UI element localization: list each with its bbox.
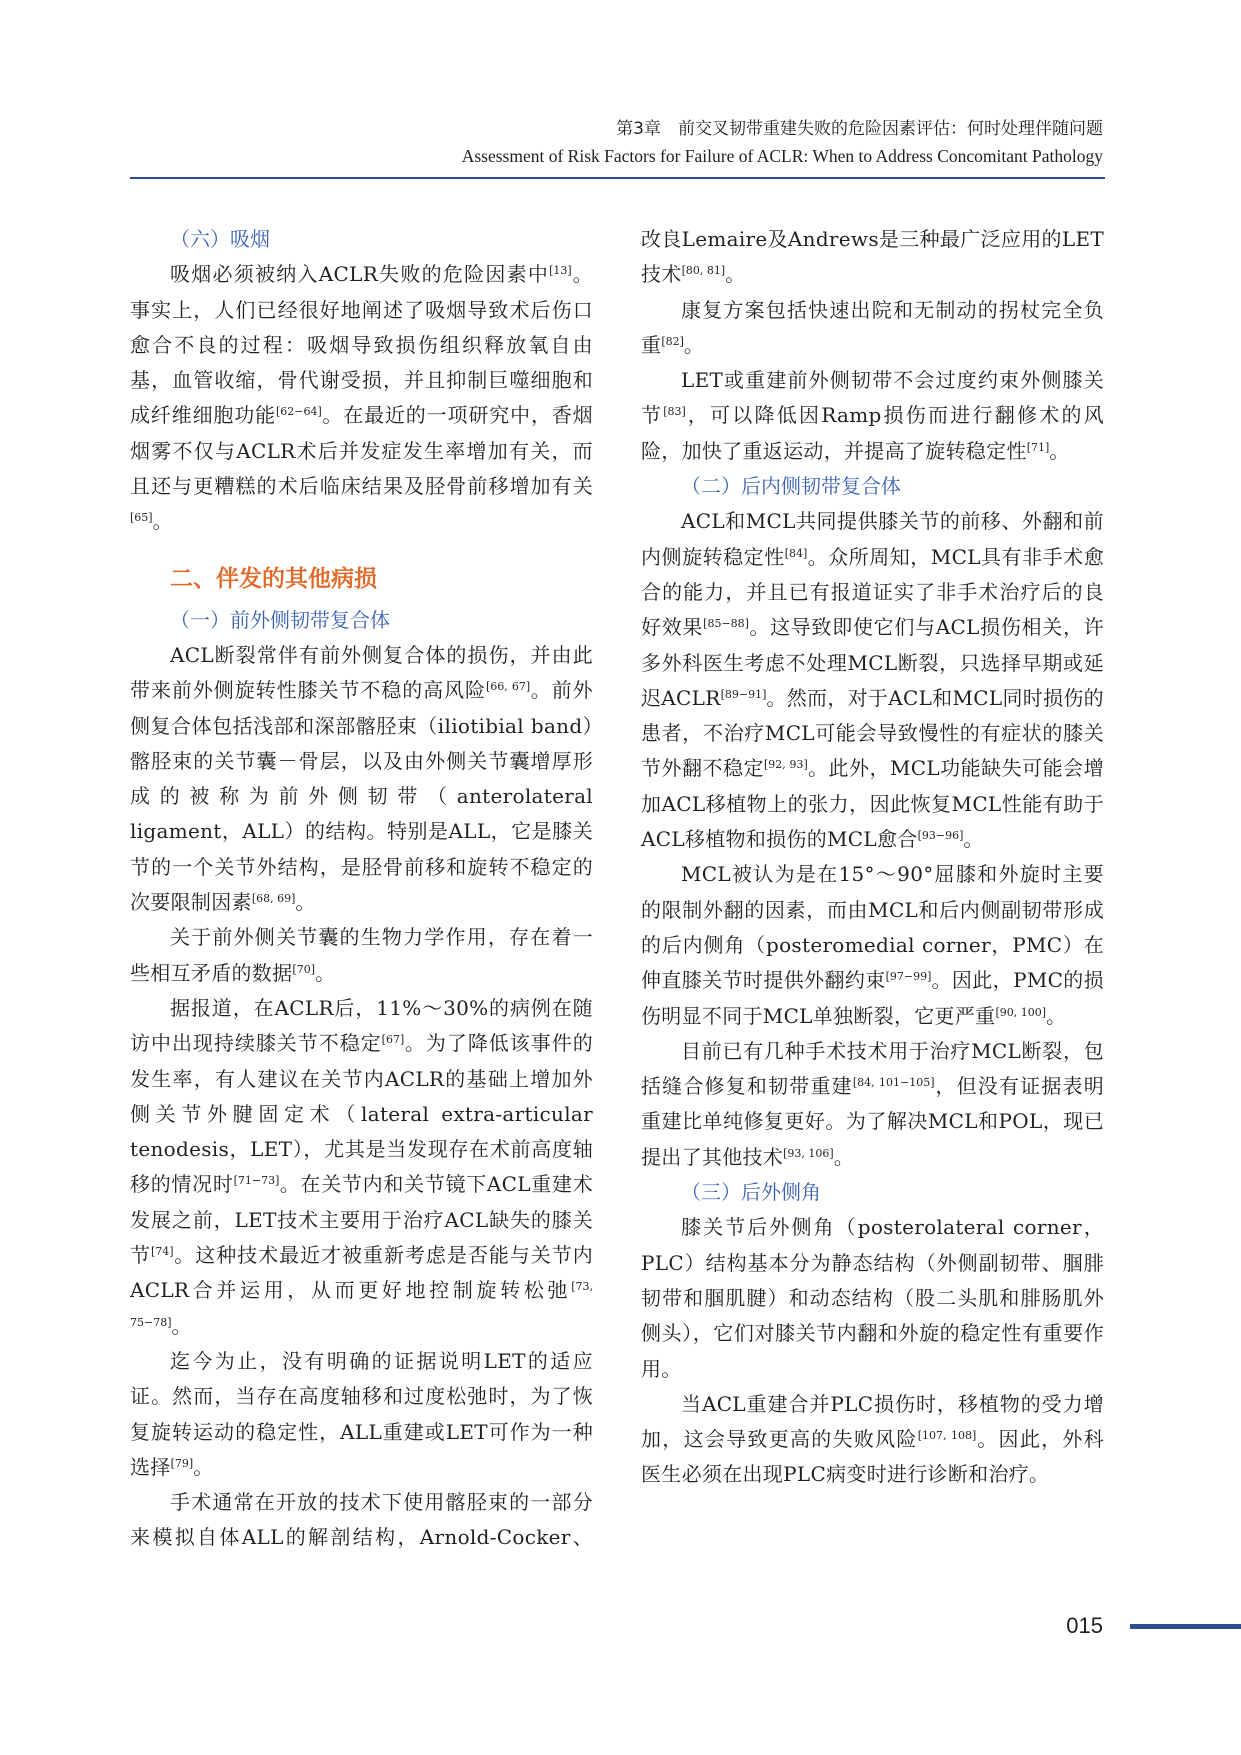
citation: [84, 101−105] (852, 1075, 935, 1089)
citation: [107, 108] (917, 1428, 977, 1442)
citation: [71−73] (233, 1174, 280, 1188)
paragraph-rehabilitation: 康复方案包括快速出院和无制动的拐杖完全负重[82]。 (641, 297, 1104, 357)
citation: [79] (170, 1456, 194, 1470)
paragraph-anterolateral-1: ACL断裂常伴有前外侧复合体的损伤，并由此带来前外侧旋转性膝关节不稳的高风险[66, 67]。前外侧复合体包括浅部和深部髂胫束（iliotibial band）髂胫束的关节囊－骨层，以及由外侧关节囊增厚形成的被称为前外侧韧带（anterolateral ligament，ALL）的结构。特别是ALL，它是膝关节的一个关节外结构，是胫骨前移和旋转不稳定的次要限制因素[68, 69]。 (130, 642, 593, 915)
citation: [67] (381, 1033, 405, 1047)
paragraph-anterolateral-5-start: 手术通常在开放的技术下使用髂胫束的一部分来模拟自体ALL的解剖结构，Arnold-Cocker、 (130, 1490, 593, 1550)
section-heading-concomitant-lesions: 二、伴发的其他病损 (170, 565, 377, 592)
citation: [85−88] (703, 617, 749, 631)
citation: [68, 69] (251, 891, 296, 905)
citation: [93, 106] (783, 1146, 834, 1160)
paragraph-posteromedial-3: 目前已有几种手术技术用于治疗MCL断裂，包括缝合修复和韧带重建[84, 101−105]，但没有证据表明重建比单纯修复更好。为了解决MCL和POL，现已提出了其他技术[93, 106]。 (641, 1038, 1105, 1169)
right-column (641, 222, 1104, 1493)
subheading-anterolateral-complex: （一）前外侧韧带复合体 (170, 607, 390, 632)
page-number: 015 (1066, 1613, 1103, 1638)
citation: [80, 81] (681, 264, 726, 278)
paragraph-smoking: 吸烟必须被纳入ACLR失败的危险因素中[13]。事实上，人们已经很好地阐述了吸烟导致术后伤口愈合不良的过程：吸烟导致损伤组织释放氧自由基，血管收缩，骨代谢受损，并且抑制巨噬细胞和成纤维细胞功能[62−64]。在最近的一项研究中，香烟烟雾不仅与ACLR术后并发症发生率增加有关，而且还与更糟糕的术后临床结果及胫骨前移增加有关[65]。 (130, 262, 593, 534)
paragraph-posteromedial-2: MCL被认为是在15°～90°屈膝和外旋时主要的限制外翻的因素，而由MCL和后内侧副韧带形成的后内侧角（posteromedial corner，PMC）在伸直膝关节时提供外翻约束[97−99]。因此，PMC的损伤明显不同于MCL单独断裂，它更严重[90, 100]。 (641, 862, 1104, 1028)
citation: [92, 93] (764, 758, 808, 772)
citation: [74] (150, 1244, 174, 1258)
paragraph-posterolateral-2: 当ACL重建合并PLC损伤时，移植物的受力增加，这会导致更高的失败风险[107, 108]。因此，外科医生必须在出现PLC病变时进行诊断和治疗。 (641, 1391, 1104, 1487)
citation: [71] (1026, 440, 1050, 454)
running-header-english: Assessment of Risk Factors for Failure of ACLR: When to Address Concomitant Pathology (461, 146, 1103, 166)
paragraph-posterolateral-1: 膝关节后外侧角（posterolateral corner，PLC）结构基本分为静态结构（外侧副韧带、腘腓韧带和腘肌腱）和动态结构（股二头肌和腓肠肌外侧头），它们对膝关节内翻和外旋的稳定性有重要作用。 (641, 1215, 1104, 1381)
citation: [73, 75−78] (130, 1280, 593, 1329)
citation: [65] (130, 511, 153, 525)
paragraph-anterolateral-5-end: 改良Lemaire及Andrews是三种最广泛应用的LET技术[80, 81]。 (641, 227, 1104, 287)
subheading-posterolateral-corner: （三）后外侧角 (681, 1180, 821, 1205)
page-number-bar (1130, 1624, 1241, 1629)
paragraph-anterolateral-2: 关于前外侧关节囊的生物力学作用，存在着一些相互矛盾的数据[70]。 (130, 925, 593, 985)
citation: [70] (292, 962, 315, 976)
citation: [83] (663, 405, 686, 419)
left-column (130, 222, 593, 1556)
citation: [66, 67] (485, 680, 531, 694)
citation: [13] (549, 264, 572, 278)
running-header-chinese: 第3章 前交叉韧带重建失败的危险因素评估：何时处理伴随问题 (616, 119, 1103, 139)
citation: [93−96] (917, 828, 964, 842)
subheading-smoking: （六）吸烟 (170, 227, 270, 251)
paragraph-anterolateral-3: 据报道，在ACLR后，11%～30%的病例在随访中出现持续膝关节不稳定[67]。为了降低该事件的发生率，有人建议在关节内ACLR的基础上增加外侧关节外腱固定术（lateral extra-articular tenodesis，LET），尤其是当发现存在术前高度轴移的情况时[71−73]。在关节内和关节镜下ACL重建术发展之前，LET技术主要用于治疗ACL缺失的膝关节[74]。这种技术最近才被重新考虑是否能与关节内ACLR合并运用，从而更好地控制旋转松弛[73, 75−78]。 (130, 995, 594, 1338)
header-rule (130, 177, 1105, 179)
citation: [90, 100] (995, 1005, 1047, 1019)
citation: [89−91] (720, 687, 767, 701)
citation: [82] (661, 334, 684, 348)
paragraph-posteromedial-1: ACL和MCL共同提供膝关节的前移、外翻和前内侧旋转稳定性[84]。众所周知，MCL具有非手术愈合的能力，并且已有报道证实了非手术治疗后的良好效果[85−88]。这导致即使它们与ACL损伤相关，许多外科医生考虑不处理MCL断裂，只选择早期或延迟ACLR[89−91]。然而，对于ACL和MCL同时损伤的患者，不治疗MCL可能会导致慢性的有症状的膝关节外翻不稳定[92, 93]。此外，MCL功能缺失可能会增加ACL移植物上的张力，因此恢复MCL性能有助于ACL移植物和损伤的MCL愈合[93−96]。 (641, 509, 1104, 852)
citation: [97−99] (885, 970, 932, 984)
citation: [84] (784, 546, 808, 560)
paragraph-anterolateral-4: 迄今为止，没有明确的证据说明LET的适应证。然而，当存在高度轴移和过度松弛时，为了恢复旋转运动的稳定性，ALL重建或LET可作为一种选择[79]。 (130, 1348, 593, 1479)
subheading-posteromedial-complex: （二）后内侧韧带复合体 (681, 474, 901, 499)
citation: [62−64] (276, 405, 322, 419)
paragraph-let: LET或重建前外侧韧带不会过度约束外侧膝关节[83]，可以降低因Ramp损伤而进行翻修术的风险，加快了重返运动，并提高了旋转稳定性[71]。 (641, 368, 1104, 463)
